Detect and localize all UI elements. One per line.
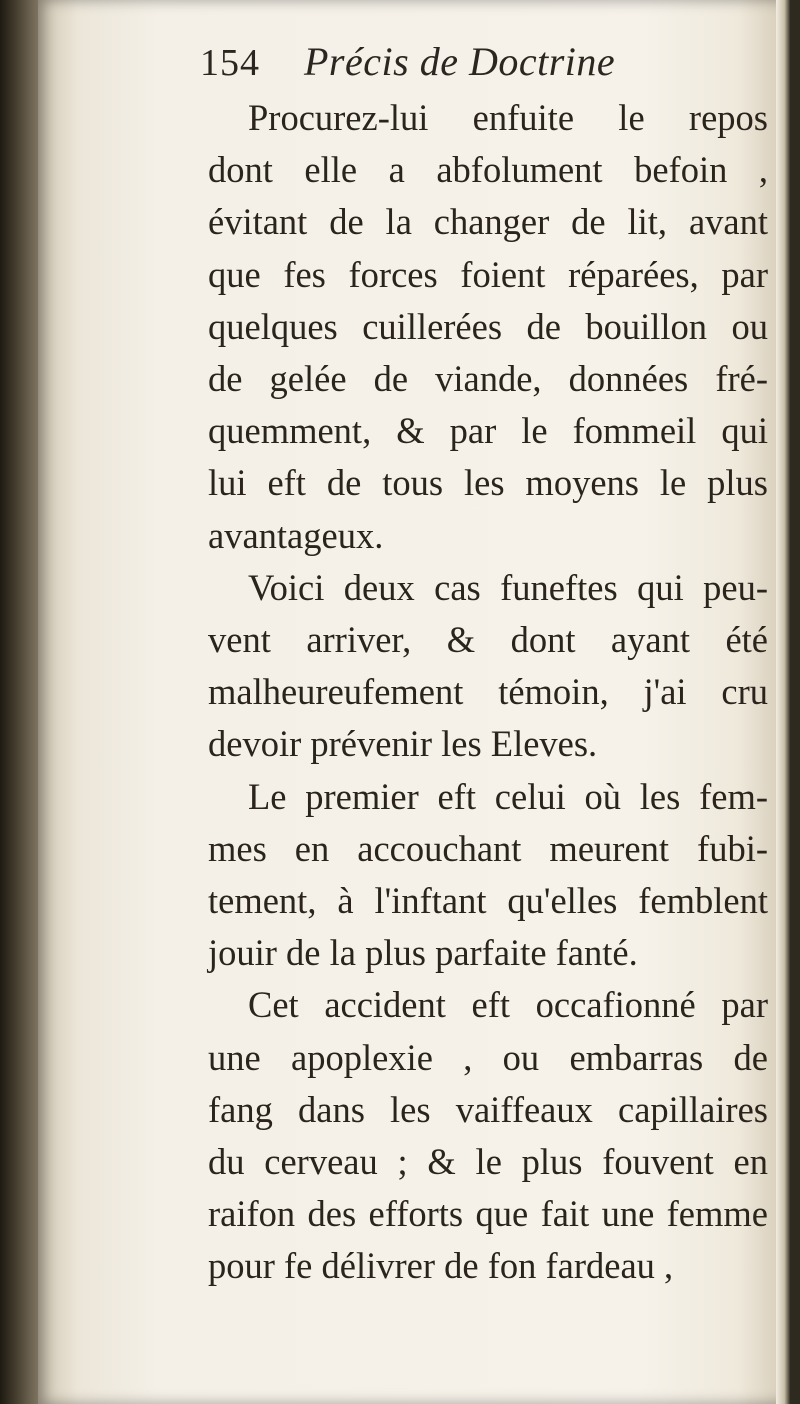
text-line: que fes forces foient réparées, par xyxy=(208,253,768,295)
text-line: Le premier eft celui où les fem- xyxy=(248,775,768,817)
text-line: Procurez-lui enfuite le repos xyxy=(248,97,768,138)
text-line: évitant de la changer de lit, avant xyxy=(208,201,768,243)
text-line: Cet accident eft occafionné par xyxy=(248,984,768,1026)
text-line: de gelée de viande, données fré- xyxy=(208,358,768,400)
text-line: tement, à l'inftant qu'elles femblent xyxy=(208,880,768,922)
text-line: lui eft de tous les moyens le plus xyxy=(208,462,768,504)
text-line: devoir prévenir les Eleves. xyxy=(208,723,598,765)
text-line: fang dans les vaiffeaux capillaires xyxy=(208,1088,768,1130)
body-text xyxy=(208,92,768,1293)
text-line: raifon des efforts que fait une femme xyxy=(208,1193,768,1235)
text-line: mes en accouchant meurent fubi- xyxy=(208,827,768,869)
text-line: du cerveau ; & le plus fouvent en xyxy=(208,1141,768,1183)
page-edge xyxy=(776,0,790,1404)
running-title: Précis de Doctrine xyxy=(304,39,616,84)
page-header xyxy=(200,38,615,98)
text-line: Voici deux cas funeftes qui peu- xyxy=(248,566,768,608)
text-line: quelques cuillerées de bouillon ou xyxy=(208,305,768,347)
text-line: avantageux. xyxy=(208,514,384,556)
text-line: pour fe délivrer de fon fardeau , xyxy=(208,1245,674,1287)
text-line: une apoplexie , ou embarras de xyxy=(208,1036,768,1078)
page-number: 154 xyxy=(200,42,260,84)
text-line: malheureufement témoin, j'ai cru xyxy=(208,671,768,713)
text-line: jouir de la plus parfaite fanté. xyxy=(208,932,638,974)
text-line: dont elle a abfolument befoin , xyxy=(208,149,768,191)
text-line: vent arriver, & dont ayant été xyxy=(208,619,768,661)
text-line: quemment, & par le fommeil qui xyxy=(208,410,768,452)
